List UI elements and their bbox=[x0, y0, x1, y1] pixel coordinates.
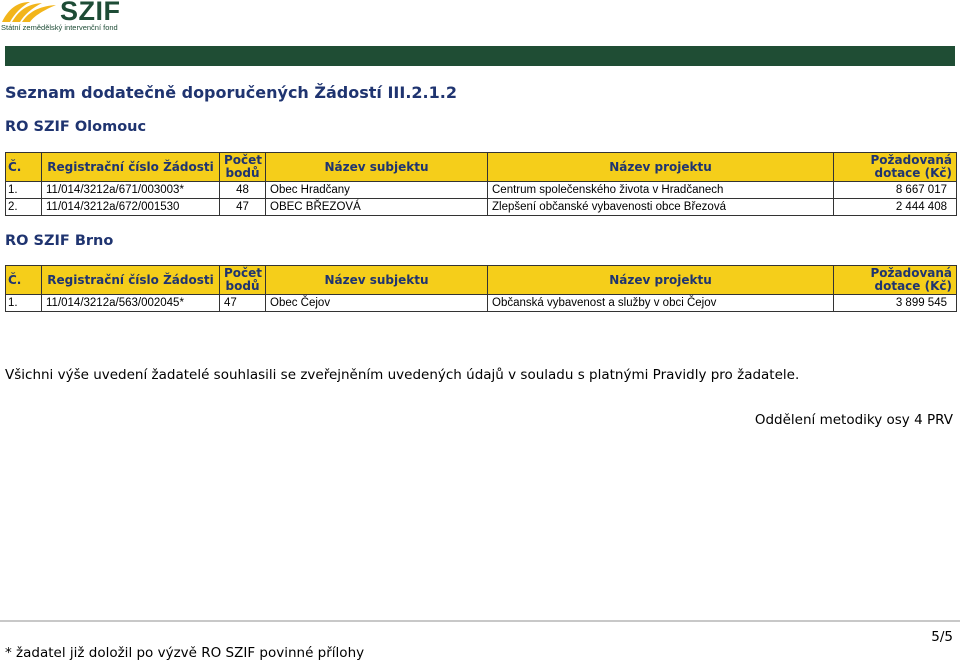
column-header-amount: Požadovaná dotace (Kč) bbox=[834, 153, 957, 182]
column-header-no: Č. bbox=[6, 266, 42, 295]
cell-no: 1. bbox=[6, 182, 42, 199]
column-header-subject: Název subjektu bbox=[266, 266, 488, 295]
page-title: Seznam dodatečně doporučených Žádostí III.2.1.2 bbox=[5, 83, 457, 102]
column-header-registration: Registrační číslo Žádosti bbox=[42, 153, 220, 182]
szif-wheat-logo-icon bbox=[0, 0, 58, 24]
cell-amount: 2 444 408 bbox=[834, 199, 957, 216]
cell-subject: Obec Hradčany bbox=[266, 182, 488, 199]
column-header-registration: Registrační číslo Žádosti bbox=[42, 266, 220, 295]
cell-registration: 11/014/3212a/672/001530 bbox=[42, 199, 220, 216]
footer-divider bbox=[0, 620, 960, 622]
cell-project: Zlepšení občanské vybavenosti obce Březová bbox=[488, 199, 834, 216]
table-brno bbox=[5, 265, 957, 312]
region-title-brno: RO SZIF Brno bbox=[5, 233, 114, 249]
consent-note: Všichni výše uvedení žadatelé souhlasili se zveřejněním uvedených údajů v souladu s platnými Pravidly pro žadatele. bbox=[5, 367, 800, 383]
column-header-no: Č. bbox=[6, 153, 42, 182]
column-header-project: Název projektu bbox=[488, 153, 834, 182]
cell-registration: 11/014/3212a/563/002045* bbox=[42, 295, 220, 312]
column-header-project: Název projektu bbox=[488, 266, 834, 295]
cell-points: 47 bbox=[220, 199, 266, 216]
table-row bbox=[6, 295, 957, 312]
page-number: 5/5 bbox=[931, 629, 953, 645]
column-header-amount: Požadovaná dotace (Kč) bbox=[834, 266, 957, 295]
cell-subject: Obec Čejov bbox=[266, 295, 488, 312]
cell-subject: OBEC BŘEZOVÁ bbox=[266, 199, 488, 216]
footnote: * žadatel již doložil po výzvě RO SZIF povinné přílohy bbox=[5, 645, 365, 661]
cell-project: Občanská vybavenost a služby v obci Čejov bbox=[488, 295, 834, 312]
column-header-points: Počet bodů bbox=[220, 153, 266, 182]
cell-no: 2. bbox=[6, 199, 42, 216]
table-header-row bbox=[6, 153, 957, 182]
column-header-subject: Název subjektu bbox=[266, 153, 488, 182]
cell-amount: 3 899 545 bbox=[834, 295, 957, 312]
header-bar bbox=[5, 46, 955, 66]
logo-tagline: Státní zemědělský intervenční fond bbox=[1, 23, 118, 32]
cell-no: 1. bbox=[6, 295, 42, 312]
logo-wordmark: SZIF bbox=[60, 0, 121, 26]
region-title-olomouc: RO SZIF Olomouc bbox=[5, 119, 147, 135]
szif-logo bbox=[0, 0, 121, 32]
cell-amount: 8 667 017 bbox=[834, 182, 957, 199]
column-header-points: Počet bodů bbox=[220, 266, 266, 295]
table-olomouc bbox=[5, 152, 957, 216]
cell-project: Centrum společenského života v Hradčanech bbox=[488, 182, 834, 199]
cell-points: 47 bbox=[220, 295, 266, 312]
department-signature: Oddělení metodiky osy 4 PRV bbox=[754, 412, 953, 428]
table-row bbox=[6, 182, 957, 199]
cell-points: 48 bbox=[220, 182, 266, 199]
table-header-row bbox=[6, 266, 957, 295]
table-row bbox=[6, 199, 957, 216]
cell-registration: 11/014/3212a/671/003003* bbox=[42, 182, 220, 199]
